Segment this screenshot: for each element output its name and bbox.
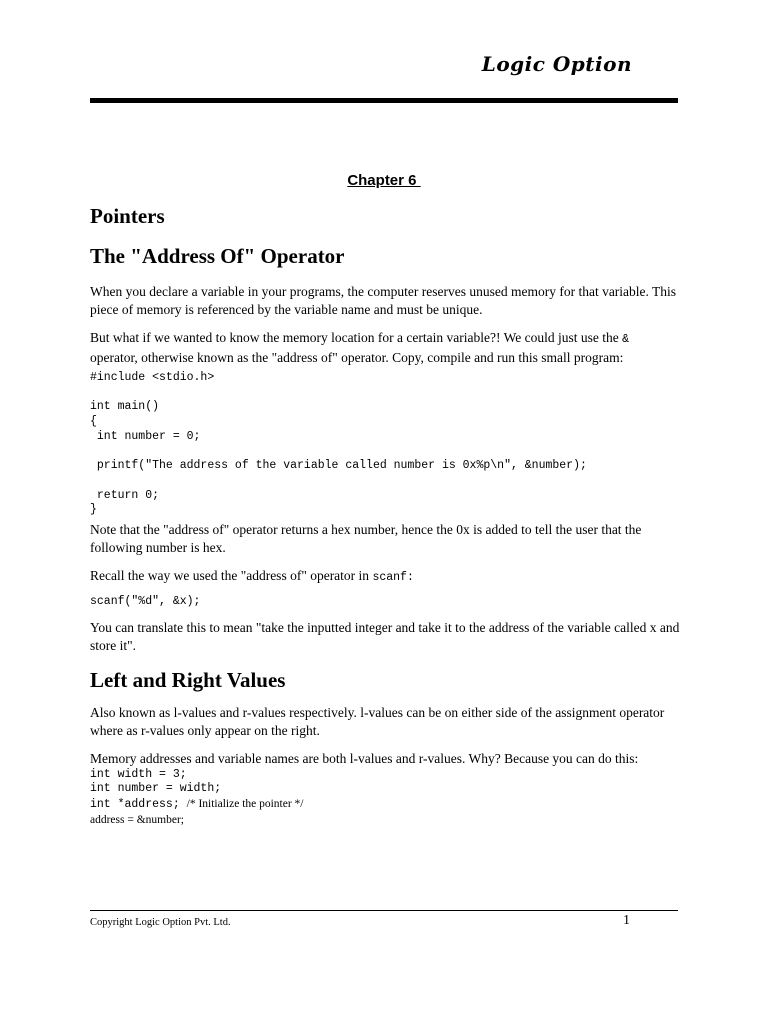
code-line xyxy=(90,445,680,460)
paragraph-declare-variable: When you declare a variable in your programs, the computer reserves unused memory for that variable. This piece of memory is referenced by the variable name and must be unique. xyxy=(90,284,677,317)
content-body xyxy=(90,202,680,828)
code-block-scanf xyxy=(90,595,680,610)
section-heading-address-of: The "Address Of" Operator xyxy=(90,244,345,268)
paragraph-recall-scanf-text: Recall the way we used the "address of" operator in xyxy=(90,568,373,584)
code-comment: /* Initialize the pointer */ xyxy=(186,798,304,811)
paragraph-translate: You can translate this to mean "take the inputted integer and take it to the address of the variable called x and store it". xyxy=(90,620,680,653)
code-line: address = &number; xyxy=(90,813,184,826)
chapter-label xyxy=(0,172,768,189)
code-line: scanf("%d", &x); xyxy=(90,594,201,608)
header-rule xyxy=(90,98,678,103)
inline-code-scanf: scanf: xyxy=(372,571,414,585)
brand-logo-text: Logic Option xyxy=(481,52,632,76)
page-number: 1 xyxy=(623,913,630,928)
paragraph-memory-location-part2: operator, otherwise known as the "address of" operator. Copy, compile and run this small program: xyxy=(90,349,624,365)
footer-rule xyxy=(90,910,678,911)
section-heading-left-right-values: Left and Right Values xyxy=(90,668,286,693)
inline-code-ampersand: & xyxy=(622,333,630,346)
code-line xyxy=(90,474,680,489)
page-title: Pointers xyxy=(90,204,165,228)
paragraph-memory-addresses: Memory addresses and variable names are both l-values and r-values. Why? Because you can do this: xyxy=(90,751,639,767)
code-line: return 0; xyxy=(90,488,160,502)
code-line xyxy=(90,797,680,813)
paragraph-recall-scanf xyxy=(90,567,680,587)
paragraph-memory-location-part1: But what if we wanted to know the memory location for a certain variable?! We could just use the xyxy=(90,330,623,345)
chapter-label-text: Chapter 6 xyxy=(347,172,421,189)
code-line: } xyxy=(90,503,97,517)
paragraph-memory-location xyxy=(90,329,680,366)
code-line: int main() xyxy=(90,400,160,414)
footer-copyright: Copyright Logic Option Pvt. Ltd. xyxy=(90,917,231,928)
code-line: int width = 3; xyxy=(90,767,187,781)
code-block-lvalues xyxy=(90,768,680,828)
code-block-address-of xyxy=(90,371,680,518)
paragraph-lvalues-rvalues: Also known as l-values and r-values respectively. l-values can be on either side of the assignment operator where as r-values only appear on the right. xyxy=(90,705,665,738)
code-line: int number = width; xyxy=(90,782,222,796)
code-line xyxy=(90,386,680,401)
code-line: int number = 0; xyxy=(90,429,201,443)
paragraph-hex-note: Note that the "address of" operator returns a hex number, hence the 0x is added to tell the user that the following number is hex. xyxy=(90,522,642,555)
code-line-part: int *address; xyxy=(90,798,187,812)
code-line: #include <stdio.h> xyxy=(90,371,215,384)
code-line: { xyxy=(90,415,97,429)
code-line: printf("The address of the variable called number is 0x%p\n", &number); xyxy=(90,459,587,473)
